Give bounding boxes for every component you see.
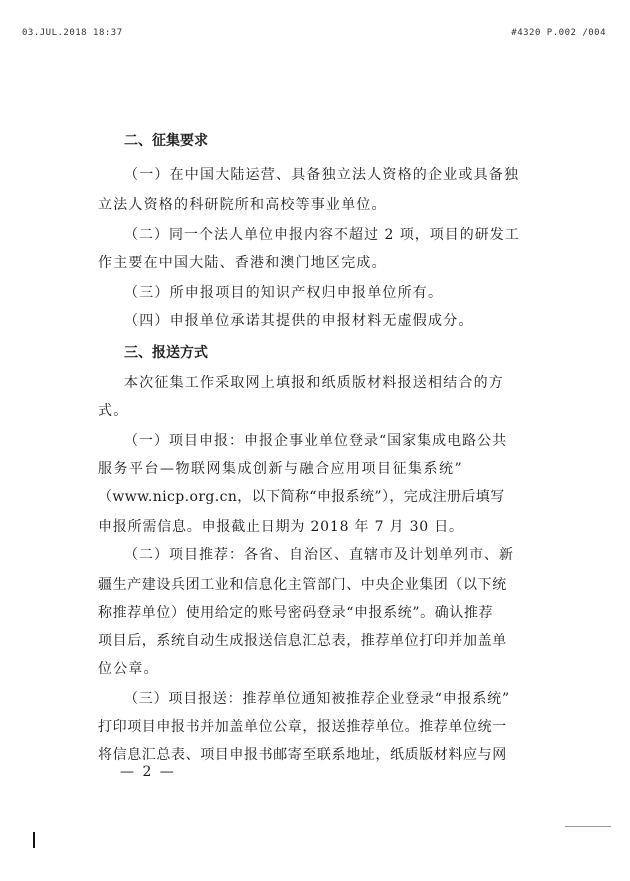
paragraph-line: （四）申报单位承诺其提供的申报材料无虚假成分。: [124, 313, 474, 329]
scan-artifact-line: [565, 826, 611, 827]
paragraph-line: 称推荐单位）使用给定的账号密码登录“申报系统”。确认推荐: [98, 605, 494, 621]
paragraph-line: （三）项目报送：推荐单位通知被推荐企业登录“申报系统”: [124, 691, 510, 707]
page-number: — 2 —: [120, 764, 176, 780]
fax-header: [0, 28, 630, 42]
paragraph-line: 打印项目申报书并加盖单位公章，报送推荐单位。推荐单位统一: [98, 719, 507, 735]
fax-timestamp: 03.JUL.2018 18:37: [22, 28, 123, 38]
paragraph-line: 立法人资格的科研院所和高校等事业单位。: [98, 197, 387, 213]
paragraph-line: （二）项目推荐：各省、自治区、直辖市及计划单列市、新: [124, 547, 514, 563]
paragraph-line: 服务平台—物联网集成创新与融合应用项目征集系统”: [98, 461, 464, 477]
paragraph-line: （二）同一个法人单位申报内容不超过 2 项，项目的研发工: [124, 227, 520, 243]
paragraph-line: 将信息汇总表、项目申报书邮寄至联系地址，纸质版材料应与网: [98, 747, 507, 763]
section-heading-requirements: 二、征集要求: [124, 133, 208, 149]
section-heading-submission: 三、报送方式: [124, 345, 208, 361]
fax-page-info: #4320 P.002 /004: [511, 28, 606, 38]
scan-artifact-mark: [33, 832, 35, 848]
paragraph-line: （一）在中国大陆运营、具备独立法人资格的企业或具备独: [124, 167, 520, 183]
paragraph-line: 项目后，系统自动生成报送信息汇总表，推荐单位打印并加盖单: [98, 633, 507, 649]
paragraph-line: 疆生产建设兵团工业和信息化主管部门、中央企业集团（以下统: [98, 577, 507, 593]
paragraph-line: （www.nicp.org.cn，以下简称“申报系统”），完成注册后填写: [98, 489, 505, 505]
paragraph-line: 本次征集工作采取网上填报和纸质版材料报送相结合的方: [124, 375, 504, 391]
paragraph-line: 位公章。: [98, 661, 159, 677]
paragraph-line: （一）项目申报：申报企事业单位登录“国家集成电路公共: [124, 433, 508, 449]
paragraph-line: 作主要在中国大陆、香港和澳门地区完成。: [98, 255, 387, 271]
paragraph-line: （三）所申报项目的知识产权归申报单位所有。: [124, 285, 444, 301]
paragraph-line: 式。: [98, 403, 129, 419]
paragraph-line: 申报所需信息。申报截止日期为 2018 年 7 月 30 日。: [98, 519, 464, 535]
